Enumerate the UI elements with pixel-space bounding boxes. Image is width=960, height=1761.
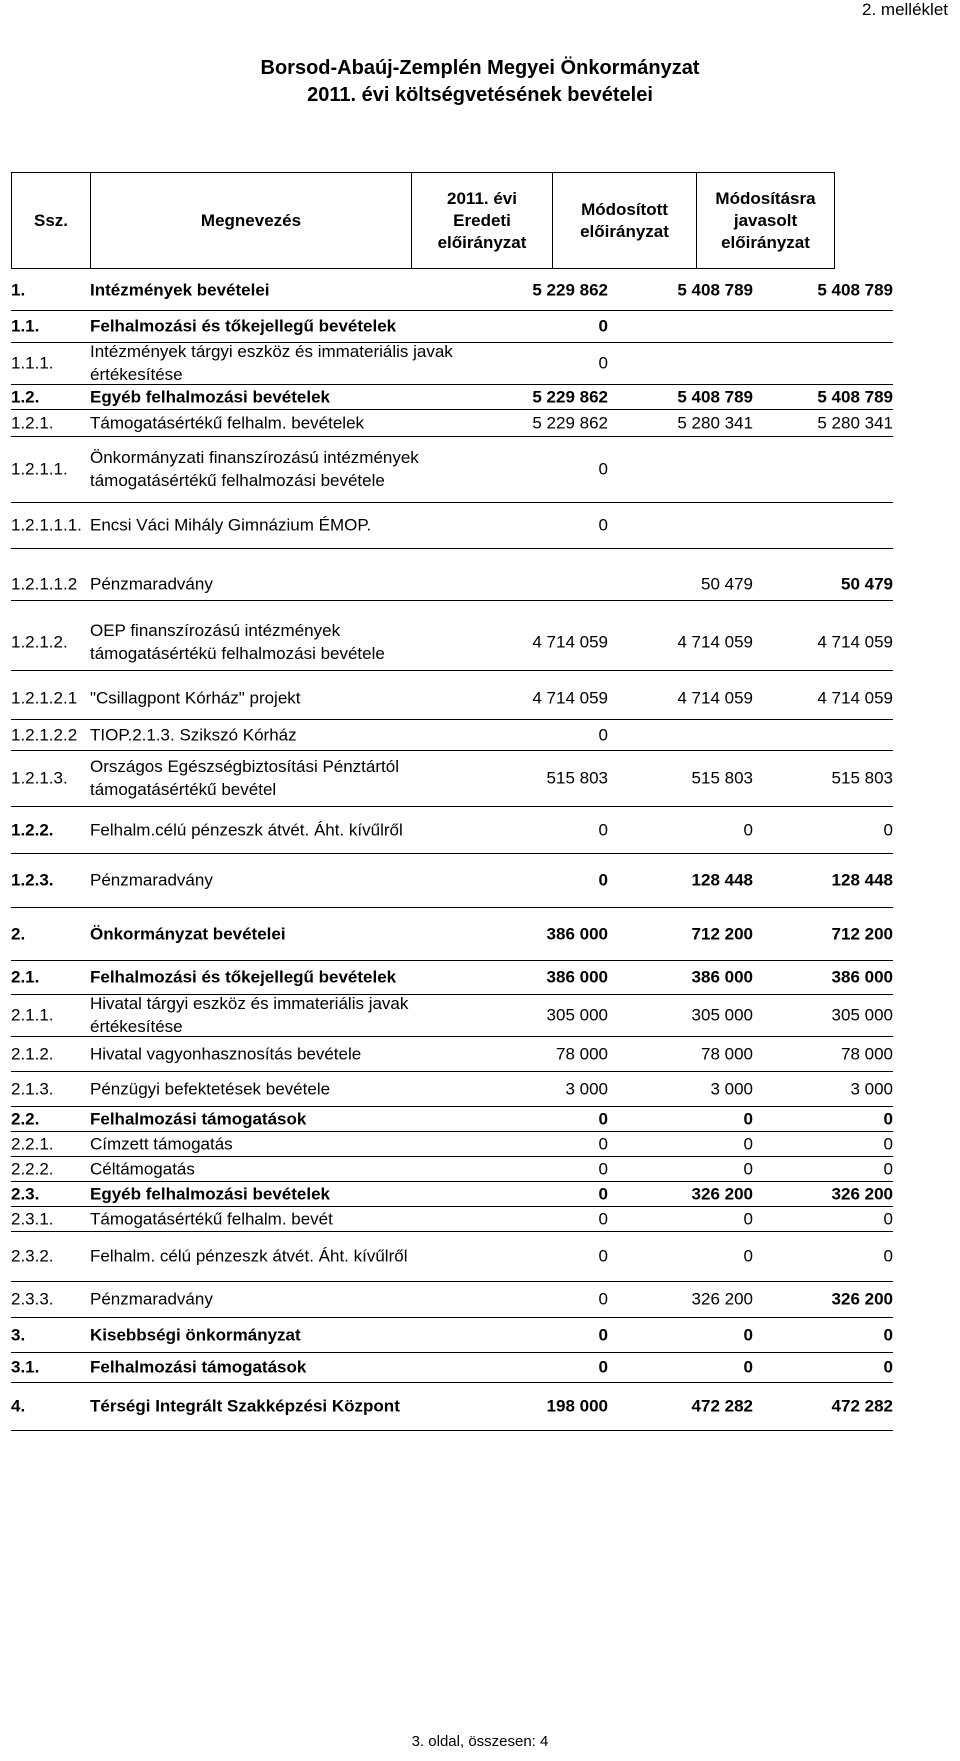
row-name: Pénzmaradvány: [90, 574, 213, 594]
row-name: Önkormányzati finanszírozású intézmények támogatásértékű felhalmozási bevétele: [90, 448, 419, 490]
table-row: [11, 1352, 893, 1383]
row-proposed-value: 326 200: [831, 1289, 893, 1309]
row-original-value: 0: [598, 1209, 608, 1228]
row-original-value: 5 229 862: [532, 413, 608, 432]
row-name: Felhalmozási támogatások: [90, 1109, 307, 1128]
table-row: [11, 1071, 893, 1107]
header-original-2: Eredeti: [453, 210, 511, 230]
title-line-1: Borsod-Abaúj-Zemplén Megyei Önkormányzat: [260, 57, 700, 79]
row-original-value: 0: [598, 1289, 608, 1309]
row-modified-value: 50 479: [701, 574, 753, 594]
row-number: 1.: [11, 280, 26, 300]
row-proposed-value: 5 280 341: [817, 413, 893, 432]
row-modified-value: 0: [743, 820, 753, 839]
header-proposed-2: javasolt: [733, 210, 798, 230]
header-proposed-3: előirányzat: [721, 232, 810, 252]
row-modified-value: 128 448: [691, 870, 753, 890]
row-name: OEP finanszírozású intézmények támogatásértékü felhalmozási bevétele: [90, 621, 385, 663]
row-proposed-value: 5 408 789: [817, 387, 893, 406]
row-number: 1.2.1.3.: [11, 768, 68, 788]
table-row: [11, 994, 893, 1037]
row-original-value: 0: [598, 459, 608, 479]
row-number: 2.2.2.: [11, 1159, 54, 1178]
row-modified-value: 472 282: [691, 1396, 753, 1416]
row-original-value: 0: [598, 316, 608, 336]
row-name: Országos Egészségbiztosítási Pénztártól támogatásértékű bevétel: [90, 757, 399, 799]
row-name: Címzett támogatás: [90, 1134, 233, 1153]
row-proposed-value: 305 000: [831, 1005, 893, 1025]
table-row: [11, 806, 893, 854]
table-row: [11, 1131, 893, 1157]
table-row: [11, 676, 893, 720]
row-proposed-value: 0: [883, 1109, 893, 1128]
row-modified-value: 326 200: [691, 1184, 753, 1203]
row-modified-value: 326 200: [691, 1289, 753, 1309]
header-modified-1: Módosított: [581, 199, 668, 219]
row-original-value: 198 000: [546, 1396, 608, 1416]
row-proposed-value: 3 000: [850, 1079, 893, 1098]
row-modified-value: 305 000: [691, 1005, 753, 1025]
row-original-value: 0: [598, 1246, 608, 1266]
row-original-value: 515 803: [546, 768, 608, 788]
row-number: 2.3.: [11, 1184, 40, 1203]
row-proposed-value: 5 408 789: [817, 280, 893, 300]
row-number: 4.: [11, 1396, 26, 1416]
row-original-value: 0: [598, 1325, 608, 1344]
table-row: [11, 409, 893, 437]
header-modified-2: előirányzat: [580, 221, 669, 241]
row-modified-value: 3 000: [710, 1079, 753, 1098]
row-name: "Csillagpont Kórház" projekt: [90, 688, 301, 707]
row-proposed-value: 0: [883, 820, 893, 839]
row-name: Hivatal tárgyi eszköz és immateriális javak értékesítése: [90, 994, 409, 1036]
row-original-value: 5 229 862: [532, 387, 608, 406]
row-modified-value: 515 803: [691, 768, 753, 788]
row-original-value: 386 000: [546, 967, 608, 987]
row-proposed-value: 0: [883, 1357, 893, 1377]
row-original-value: 0: [598, 1159, 608, 1178]
row-number: 3.: [11, 1325, 26, 1344]
row-number: 1.1.: [11, 316, 40, 336]
row-original-value: 0: [598, 870, 608, 890]
row-proposed-value: 472 282: [831, 1396, 893, 1416]
table-row: [11, 310, 893, 343]
row-number: 1.1.1.: [11, 353, 54, 373]
row-number: 2.1.3.: [11, 1079, 54, 1098]
row-proposed-value: 326 200: [831, 1184, 893, 1203]
row-original-value: 0: [598, 1134, 608, 1153]
row-proposed-value: 0: [883, 1325, 893, 1344]
row-modified-value: 0: [743, 1134, 753, 1153]
table-row: [11, 719, 893, 751]
table-row: [11, 1231, 893, 1282]
table-row: [11, 270, 893, 311]
header-original-3: előirányzat: [437, 232, 527, 252]
table-row: [11, 342, 893, 385]
row-original-value: 0: [598, 353, 608, 373]
row-original-value: 305 000: [546, 1005, 608, 1025]
row-number: 3.1.: [11, 1357, 40, 1377]
table-row: [11, 384, 893, 410]
row-modified-value: 0: [743, 1109, 753, 1128]
table-row: [11, 1206, 893, 1232]
row-name: Intézmények tárgyi eszköz és immateriális javak értékesítése: [90, 342, 453, 384]
row-original-value: 0: [598, 515, 608, 535]
row-proposed-value: 712 200: [831, 924, 893, 943]
row-number: 2.2.1.: [11, 1134, 54, 1153]
row-number: 2.3.2.: [11, 1246, 54, 1266]
row-name: TIOP.2.1.3. Szikszó Kórház: [90, 725, 297, 744]
table-row: [11, 1281, 893, 1318]
row-modified-value: 78 000: [701, 1044, 753, 1063]
annex-label: 2. melléklet: [862, 0, 948, 19]
row-modified-value: 0: [743, 1209, 753, 1228]
row-proposed-value: 4 714 059: [817, 632, 893, 652]
row-number: 1.2.1.2.2: [11, 725, 78, 744]
row-modified-value: 4 714 059: [677, 688, 753, 707]
row-original-value: 0: [598, 1357, 608, 1377]
row-number: 2.1.1.: [11, 1005, 54, 1025]
row-number: 2.1.: [11, 967, 40, 987]
table-row: [11, 614, 893, 671]
row-original-value: 0: [598, 725, 608, 744]
row-name: Felhalm.célú pénzeszk átvét. Áht. kívűlről: [90, 820, 403, 839]
row-name: Pénzmaradvány: [90, 870, 213, 890]
row-name: Önkormányzat bevételei: [90, 924, 286, 943]
row-original-value: 3 000: [565, 1079, 608, 1098]
row-original-value: 5 229 862: [532, 280, 608, 300]
row-name: Pénzmaradvány: [90, 1289, 213, 1309]
row-modified-value: 386 000: [691, 967, 753, 987]
row-name: Felhalmozási és tőkejellegű bevételek: [90, 316, 397, 336]
row-original-value: 4 714 059: [532, 688, 608, 707]
title-line-2: 2011. évi költségvetésének bevételei: [307, 84, 653, 106]
page-footer: 3. oldal, összesen: 4: [411, 1733, 549, 1750]
row-modified-value: 5 280 341: [677, 413, 753, 432]
row-number: 2.3.1.: [11, 1209, 54, 1228]
row-number: 2.2.: [11, 1109, 40, 1128]
table-row: [11, 1317, 893, 1353]
table-row: [11, 1156, 893, 1182]
row-name: Hivatal vagyonhasznosítás bevétele: [90, 1044, 362, 1063]
table-row: [11, 1106, 893, 1132]
row-original-value: 78 000: [556, 1044, 608, 1063]
row-name: Támogatásértékű felhalm. bevét: [90, 1209, 333, 1228]
row-number: 2.3.3.: [11, 1289, 54, 1309]
row-number: 1.2.1.1.2: [11, 574, 78, 594]
table-row: [11, 1036, 893, 1072]
row-name: Egyéb felhalmozási bevételek: [90, 387, 330, 406]
table-row: [11, 502, 893, 549]
row-modified-value: 712 200: [691, 924, 753, 943]
row-original-value: 0: [598, 820, 608, 839]
row-number: 1.2.1.2.: [11, 632, 68, 652]
row-proposed-value: 128 448: [831, 870, 893, 890]
row-modified-value: 5 408 789: [677, 387, 753, 406]
row-number: 1.2.1.: [11, 413, 54, 432]
row-name: Céltámogatás: [90, 1159, 195, 1178]
row-modified-value: 0: [743, 1159, 753, 1178]
header-name: Megnevezés: [91, 173, 412, 269]
row-number: 1.2.2.: [11, 820, 54, 839]
table-row: [11, 853, 893, 908]
table-row: [11, 907, 893, 961]
header-ssz: Ssz.: [12, 173, 91, 269]
row-proposed-value: 0: [883, 1209, 893, 1228]
row-proposed-value: 78 000: [841, 1044, 893, 1063]
row-number: 1.2.1.2.1: [11, 688, 78, 707]
row-name: Felhalmozási támogatások: [90, 1357, 307, 1377]
row-name: Felhalm. célú pénzeszk átvét. Áht. kívűlről: [90, 1246, 408, 1266]
row-number: 2.1.2.: [11, 1044, 54, 1063]
row-original-value: 0: [598, 1109, 608, 1128]
table-row: [11, 1382, 893, 1431]
row-name: Felhalmozási és tőkejellegű bevételek: [90, 967, 397, 987]
row-proposed-value: 386 000: [831, 967, 893, 987]
row-proposed-value: 4 714 059: [817, 688, 893, 707]
row-name: Intézmények bevételei: [90, 280, 270, 300]
row-modified-value: 4 714 059: [677, 632, 753, 652]
row-original-value: 0: [598, 1184, 608, 1203]
table-row: [11, 960, 893, 995]
row-number: 1.2.1.1.1.: [11, 515, 82, 535]
row-number: 2.: [11, 924, 26, 943]
header-original-1: 2011. évi: [447, 188, 517, 208]
row-original-value: 386 000: [546, 924, 608, 943]
row-name: Támogatásértékű felhalm. bevételek: [90, 413, 365, 432]
row-modified-value: 5 408 789: [677, 280, 753, 300]
header-proposed-1: Módosításra: [715, 188, 816, 208]
row-original-value: 4 714 059: [532, 632, 608, 652]
row-modified-value: 0: [743, 1325, 753, 1344]
row-name: Térségi Integrált Szakképzési Központ: [90, 1396, 400, 1416]
table-row: [11, 568, 893, 601]
row-number: 1.2.: [11, 387, 40, 406]
table-row: [11, 750, 893, 807]
row-modified-value: 0: [743, 1246, 753, 1266]
row-name: Encsi Váci Mihály Gimnázium ÉMOP.: [90, 515, 372, 535]
row-name: Pénzügyi befektetések bevétele: [90, 1079, 331, 1098]
row-number: 1.2.1.1.: [11, 459, 68, 479]
row-name: Kisebbségi önkormányzat: [90, 1325, 301, 1344]
table-row: [11, 1181, 893, 1207]
row-modified-value: 0: [743, 1357, 753, 1377]
table-row: [11, 436, 893, 503]
row-number: 1.2.3.: [11, 870, 54, 890]
row-proposed-value: 50 479: [841, 574, 893, 594]
row-proposed-value: 0: [883, 1246, 893, 1266]
row-proposed-value: 0: [883, 1134, 893, 1153]
row-name: Egyéb felhalmozási bevételek: [90, 1184, 330, 1203]
row-proposed-value: 515 803: [831, 768, 893, 788]
row-proposed-value: 0: [883, 1159, 893, 1178]
